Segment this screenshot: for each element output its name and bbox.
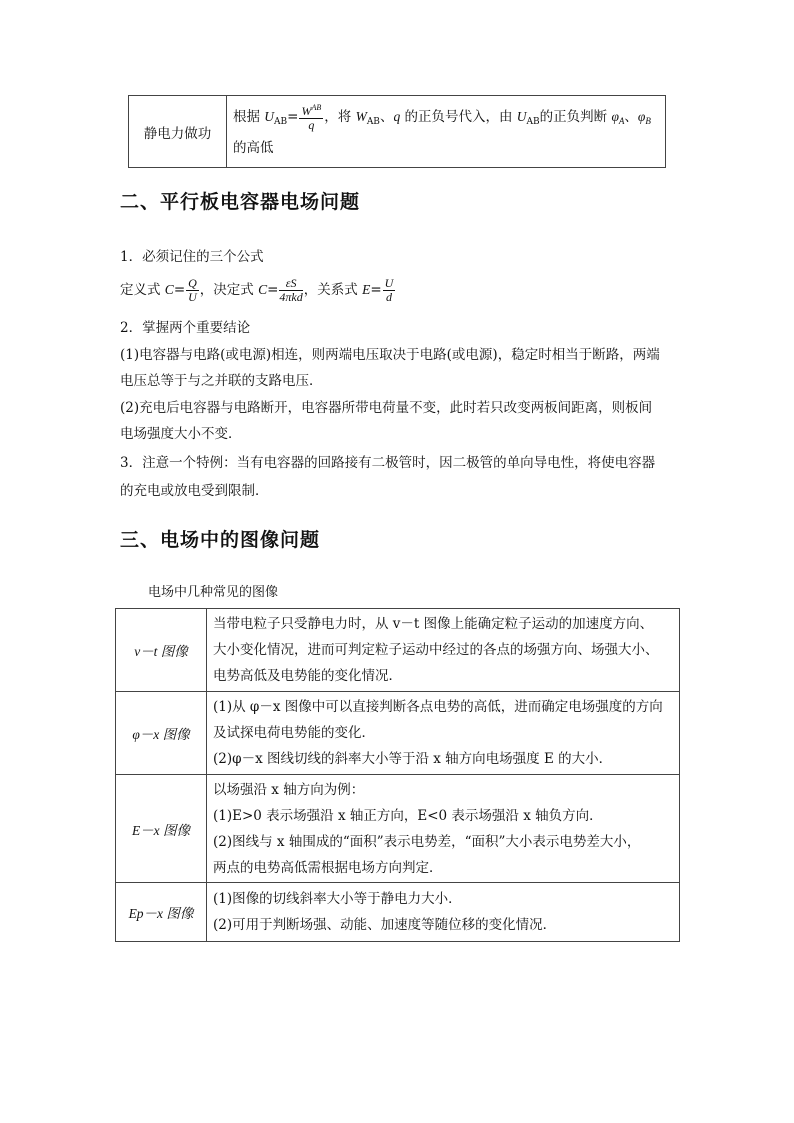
row-text-phix: (1)从 φ－x 图像中可以直接判断各点电势的高低，进而确定电场强度的方向 及试探电荷电势能的变化． (2)φ－x 图线切线的斜率大小等于沿 x 轴方向电场强度 E 的大小． (207, 692, 680, 775)
table-row (116, 775, 680, 883)
table-row (116, 692, 680, 775)
row-label-phix: φ－x 图像 (116, 692, 207, 775)
item1-title: 1．必须记住的三个公式 (120, 249, 264, 265)
work-label: 静电力做功 (129, 96, 227, 168)
graphs-table (115, 608, 680, 942)
work-description (227, 96, 666, 168)
work-line-2: 的高低 (233, 140, 274, 157)
table-row (116, 609, 680, 692)
work-table (128, 95, 666, 168)
w-over-q-fraction: $\frac{W^{AB}}{q}$ (301, 102, 322, 132)
row-label-vt: v－t 图像 (116, 609, 207, 692)
row-label-epx: Ep－x 图像 (116, 883, 207, 942)
section2-heading: 二、平行板电容器电场问题 (120, 191, 361, 213)
conclusion2-line1: (2)充电后电容器与电路断开，电容器所带电荷量不变，此时若只改变两板间距离，则板间 (120, 400, 653, 416)
conclusion1-line1: (1)电容器与电路(或电源)相连，则两端电压取决于电路(或电源)，稳定时相当于断路，两端 (120, 347, 660, 363)
table-caption: 电场中几种常见的图像 (148, 585, 279, 600)
section3-heading: 三、电场中的图像问题 (120, 529, 321, 551)
formula-line: 定义式 C= $\frac{Q}{U}$ ，决定式 C= $\frac{\varepsilon S}{\text{4πkd}}$ ，关系式 E= $\frac{U}{d}$ (120, 276, 394, 304)
conclusion1-line2: 电压总等于与之并联的支路电压． (120, 373, 323, 389)
item3-line2: 的充电或放电受到限制． (120, 483, 269, 499)
row-label-ex: E－x 图像 (116, 775, 207, 883)
item2-title: 2．掌握两个重要结论 (120, 320, 251, 336)
u-over-d-fraction: $\frac{U}{d}$ (384, 276, 394, 304)
row-text-vt: 当带电粒子只受静电力时，从 v－t 图像上能确定粒子运动的加速度方向、 大小变化情况，进而可判定粒子运动中经过的各点的场强方向、场强大小、 电势高低及电势能的变化情况． (207, 609, 680, 692)
item3-line1: 3．注意一个特例：当有电容器的回路接有二极管时，因二极管的单向导电性，将使电容器 (120, 455, 656, 471)
row-text-epx: (1)图像的切线斜率大小等于静电力大小． (2)可用于判断场强、动能、加速度等随位移的变化情况． (207, 883, 680, 942)
table-row (116, 883, 680, 942)
work-line-1: 根据 $U_{AB}=$ $\frac{W^{AB}}{q}$ ，将 $W_{AB}$、q 的正负号代入，由 $U_{AB}$的正负判断 $\varphi_A$、$\varphi_B$ (233, 102, 651, 132)
conclusion2-line2: 电场强度大小不变． (120, 426, 242, 442)
row-text-ex: 以场强沿 x 轴方向为例： (1)E>0 表示场强沿 x 轴正方向，E<0 表示场强沿 x 轴负方向． (2)图线与 x 轴围成的“面积”表示电势差，“面积”大小表示电势差大小， 两点的电势高低需根据电场方向判定． (207, 775, 680, 883)
q-over-u-fraction: $\frac{Q}{U}$ (188, 276, 197, 304)
es-over-4pikd-fraction: $\frac{\varepsilon S}{\text{4πkd}}$ (279, 276, 303, 304)
